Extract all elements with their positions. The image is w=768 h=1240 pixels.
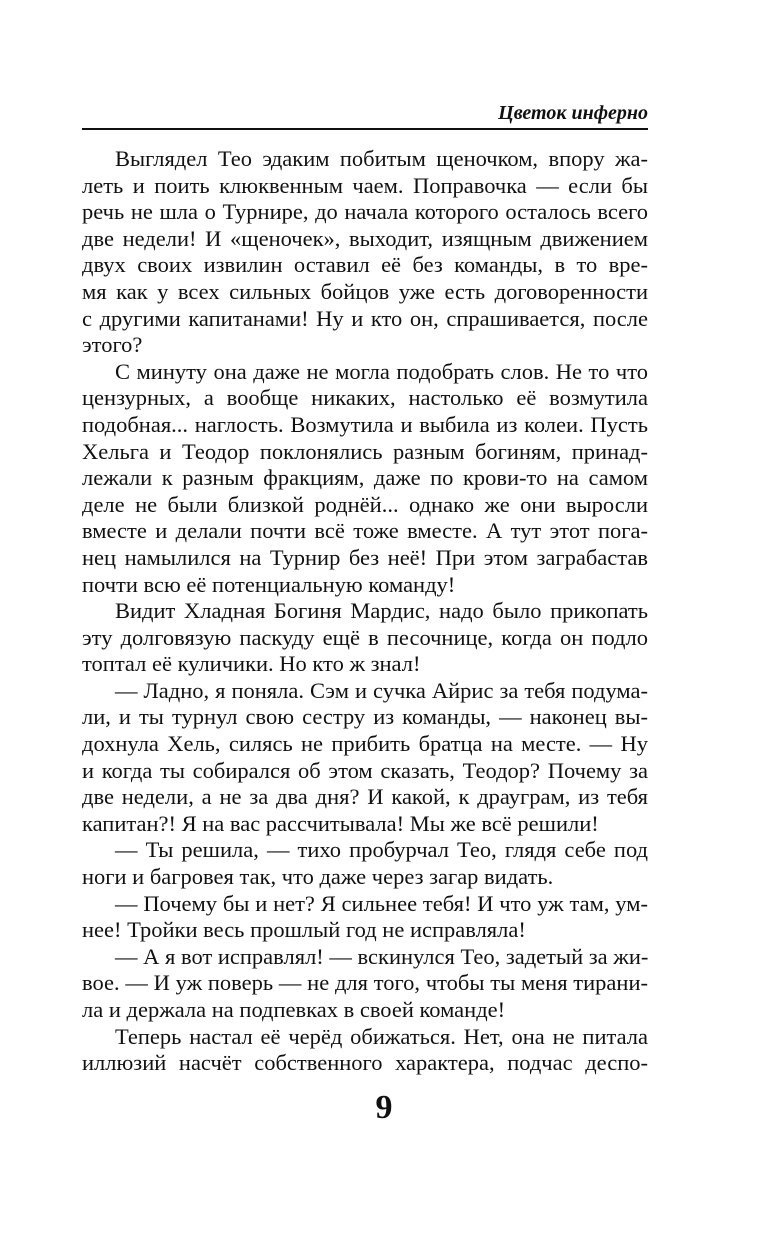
text-line: Видит Хладная Богиня Мардис, надо было прикопать	[115, 598, 648, 624]
text-line: иллюзий насчёт собственного характера, подчас деспо-	[82, 1050, 648, 1076]
text-line: вместе и делали почти всё тоже вместе. А тут этот пога-	[82, 518, 648, 544]
text-line: ли, и ты турнул свою сестру из команды, — наконец вы-	[82, 704, 648, 730]
text-line: вое. — И уж поверь — не для того, чтобы ты меня тирани-	[82, 970, 648, 996]
text-line: ноги и багровея так, что даже через загар видать.	[82, 864, 554, 890]
text-line: и когда ты собирался об этом сказать, Теодор? Почему за	[82, 757, 648, 783]
text-line: ла и держала на подпевках в своей команде!	[82, 997, 506, 1022]
text-line: дохнула Хель, силясь не прибить братца на месте. — Ну	[82, 731, 648, 757]
page-number: 9	[375, 1089, 393, 1126]
text-line: две недели, а не за два дня? И какой, к драуграм, из тебя	[82, 784, 648, 810]
running-head-title: Цветок инферно	[498, 102, 648, 124]
text-line: мя как у всех сильных бойцов уже есть договоренности	[82, 278, 648, 304]
text-line: капитан?! Я на вас рассчитывала! Мы же всё решили!	[82, 810, 599, 836]
text-line: этого?	[82, 332, 143, 358]
text-line: топтал её куличики. Но кто ж знал!	[82, 651, 421, 677]
text-line: почти всю её потенциальную команду!	[82, 571, 456, 597]
text-line: деле не были близкой роднёй... однако же они выросли	[82, 491, 648, 517]
text-line: леть и поить клюквенным чаем. Поправочка — если бы	[82, 172, 648, 198]
text-line: нец намылился на Турнир без неё! При этом заграбастав	[82, 544, 648, 570]
text-line: двух своих извилин оставил её без команды, в то вре-	[82, 252, 648, 278]
text-line: цензурных, а вообще никаких, настолько её возмутила	[82, 385, 648, 411]
text-line: подобная... наглость. Возмутила и выбила из колеи. Пусть	[82, 411, 648, 437]
text-line: — А я вот исправлял! — вскинулся Тео, задетый за жи-	[115, 943, 649, 969]
text-line: — Ты решила, — тихо пробурчал Тео, глядя себе под	[115, 837, 648, 863]
text-line: лежали к разным фракциям, даже по крови-то на самом	[82, 465, 648, 491]
text-line: — Почему бы и нет? Я сильнее тебя! И что уж там, ум-	[115, 890, 648, 916]
text-line: две недели! И «щеночек», выходит, изящным движением	[82, 225, 648, 251]
text-line: речь не шла о Турнире, до начала которого осталось всего	[82, 199, 648, 225]
text-line: Теперь настал её черёд обижаться. Нет, она не питала	[115, 1023, 648, 1049]
running-head	[82, 100, 648, 130]
text-line: эту долговязую паскуду ещё в песочнице, когда он подло	[82, 624, 648, 650]
text-line: нее! Тройки весь прошлый год не исправляла!	[82, 917, 526, 943]
text-line: Хельга и Теодор поклонялись разным богиням, принад-	[82, 438, 648, 464]
text-line: — Ладно, я поняла. Сэм и сучка Айрис за тебя подума-	[115, 677, 648, 703]
text-line: с другими капитанами! Ну и кто он, спрашивается, после	[82, 305, 648, 331]
text-line: С минуту она даже не могла подобрать слов. Не то что	[115, 358, 648, 384]
body-text	[82, 146, 648, 1077]
text-line: Выглядел Тео эдаким побитым щеночком, впору жа-	[115, 146, 648, 171]
